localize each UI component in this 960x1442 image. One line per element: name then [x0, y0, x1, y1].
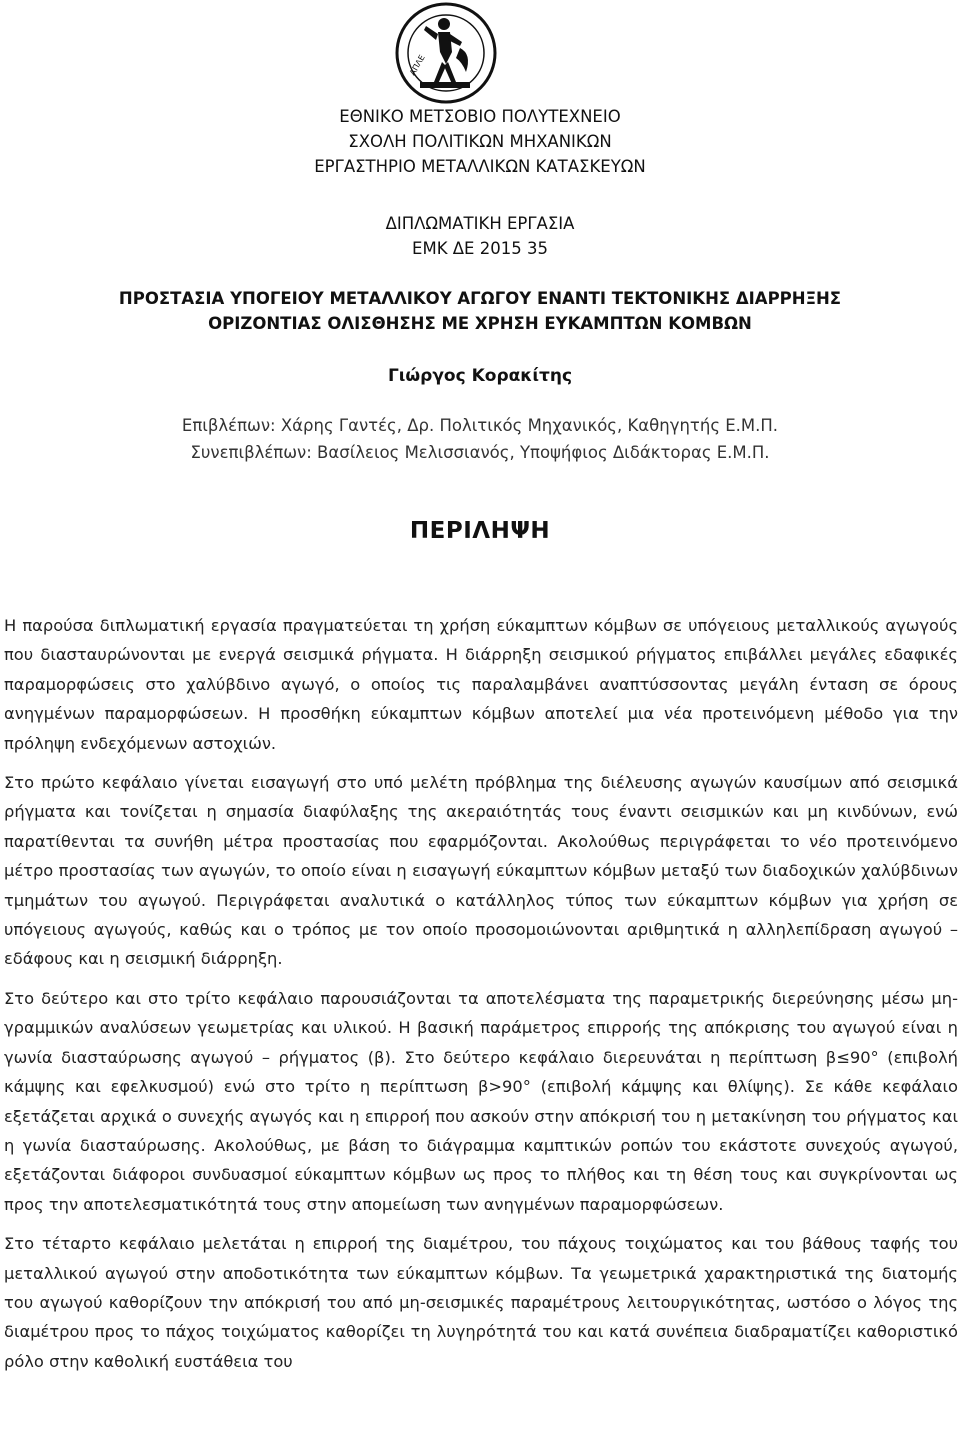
university-name: ΕΘΝΙΚΟ ΜΕΤΣΟΒΙΟ ΠΟΛΥΤΕΧΝΕΙΟ [339, 107, 621, 126]
thesis-title [0, 286, 960, 336]
author-name: Γιώργος Κορακίτης [387, 366, 573, 386]
title-line-2: ΟΡΙΖΟΝΤΙΑΣ ΟΛΙΣΘΗΣΗΣ ΜΕ ΧΡΗΣΗ ΕΥΚΑΜΠΤΩΝ ΚΟΜΒΩΝ [208, 314, 752, 333]
svg-text:ΑΠΛΕ: ΑΠΛΕ [407, 53, 427, 77]
abstract-body [4, 611, 958, 1386]
lab-name: ΕΡΓΑΣΤΗΡΙΟ ΜΕΤΑΛΛΙΚΩΝ ΚΑΤΑΣΚΕΥΩΝ [314, 157, 646, 176]
institution-block [0, 104, 960, 179]
university-seal-logo [386, 2, 506, 104]
abstract-paragraph-4: Στο τέταρτο κεφάλαιο μελετάται η επιρροή της διαμέτρου, του πάχους τοιχώματος και του βάθους ταφής του μεταλλικού αγωγού στην αποδοτικότητα των εύκαμπτων κόμβων. Τα γεωμετρικά χαρακτηριστικά της διατομής του αγωγού καθορίζουν την απόκρισή του από μη-σεισμικές παραμέτρους λειτουργικότητας, ωστόσο ο λόγος της διαμέτρου προς το πάχος τοιχώματος καθορίζει τη λυγηρότητά του και κατά συνέπεια διαδραματίζει καθοριστικό ρόλο στην καθολική ευστάθεια του [4, 1234, 958, 1371]
abstract-heading: ΠΕΡΙΛΗΨΗ [409, 518, 551, 544]
thesis-block [0, 211, 960, 261]
abstract-paragraph-2: Στο πρώτο κεφάλαιο γίνεται εισαγωγή στο υπό μελέτη πρόβλημα της διέλευσης αγωγών καυσίμων από σεισμικά ρήγματα και τονίζεται η σημασία διαφύλαξης της ακεραιότητάς τους έναντι σεισμικών και μη κινδύνων, ενώ παρατίθενται τα συνήθη μέτρα προστασίας που εφαρμόζονται. Ακολούθως περιγράφεται το νέο προτεινόμενο μέτρο προστασίας των αγωγών, το οποίο είναι η εισαγωγή εύκαμπτων κόμβων μεταξύ των διαδοχικών χαλύβδινων τμημάτων του αγωγού. Περιγράφεται αναλυτικά ο κατάλληλος τύπος των εύκαμπτων κόμβων για χρήση σε υπόγειους αγωγούς, καθώς και ο τρόπος με τον οποίο προσομοιώνονται αριθμητικά η αλληλεπίδραση αγωγού – εδάφους και η σεισμική διάρρηξη. [4, 773, 958, 969]
supervisor: Επιβλέπων: Χάρης Γαντές, Δρ. Πολιτικός Μηχανικός, Καθηγητής Ε.Μ.Π. [181, 416, 779, 435]
supervision-block [0, 412, 960, 466]
abstract-paragraph-3: Στο δεύτερο και στο τρίτο κεφάλαιο παρουσιάζονται τα αποτελέσματα της παραμετρικής διερεύνησης μέσω μη-γραμμικών αναλύσεων γεωμετρίας και υλικού. Η βασική παράμετρος επιρροής της απόκρισης του αγωγού είναι η γωνία διασταύρωσης αγωγού – ρήγματος (β). Στο δεύτερο κεφάλαιο διερευνάται η περίπτωση β≤90° (επιβολή κάμψης και εφελκυσμού) ενώ στο τρίτο η περίπτωση β>90° (επιβολή κάμψης και θλίψης). Σε κάθε κεφάλαιο εξετάζεται αρχικά ο συνεχής αγωγός και η επιρροή που ασκούν στην απόκρισή του η μετακίνηση του ρήγματος και η γωνία διασταύρωσης. Ακολούθως, με βάση το διάγραμμα καμπτικών ροπών του εκάστοτε συνεχούς αγωγού, εξετάζονται διάφοροι συνδυασμοί εύκαμπτων κόμβων ως προς το πλήθος και τη θέση τους και συγκρίνονται ως προς την αποτελεσματικότητά τους στην απομείωση των ανηγμένων παραμορφώσεων. [4, 988, 958, 1214]
abstract-paragraph-1: Η παρούσα διπλωματική εργασία πραγματεύεται τη χρήση εύκαμπτων κόμβων σε υπόγειους μεταλλικούς αγωγούς που διασταυρώνονται με ενεργά σεισμικά ρήγματα. Η διάρρηξη σεισμικού ρήγματος επιβάλλει μεγάλες εδαφικές παραμορφώσεις στο χαλύβδινο αγωγό, ο οποίος τις παραλαμβάνει αναπτύσσοντας μεγάλη ένταση σε όρους ανηγμένων παραμορφώσεων. Η προσθήκη εύκαμπτων κόμβων αποτελεί μια νέα προτεινόμενη μέθοδο για την πρόληψη ενδεχόμενων αστοχιών. [4, 616, 958, 753]
thesis-type: ΔΙΠΛΩΜΑΤΙΚΗ ΕΡΓΑΣΙΑ [385, 214, 575, 233]
title-line-1: ΠΡΟΣΤΑΣΙΑ ΥΠΟΓΕΙΟΥ ΜΕΤΑΛΛΙΚΟΥ ΑΓΩΓΟΥ ΕΝΑΝΤΙ ΤΕΚΤΟΝΙΚΗΣ ΔΙΑΡΡΗΞΗΣ [118, 289, 842, 308]
thesis-code: ΕΜΚ ΔΕ 2015 35 [412, 239, 548, 258]
co-supervisor: Συνεπιβλέπων: Βασίλειος Μελισσιανός, Υποψήφιος Διδάκτορας Ε.Μ.Π. [190, 443, 770, 462]
school-name: ΣΧΟΛΗ ΠΟΛΙΤΙΚΩΝ ΜΗΧΑΝΙΚΩΝ [348, 132, 612, 151]
